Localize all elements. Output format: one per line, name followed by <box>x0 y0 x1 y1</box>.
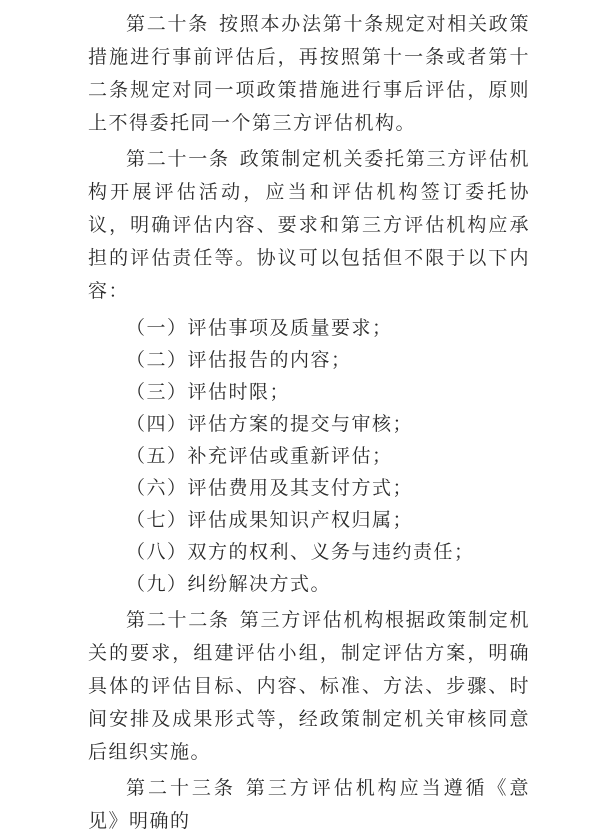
article-23-paragraph <box>88 772 530 838</box>
list-item: （九）纠纷解决方式。 <box>126 573 332 595</box>
article-23-number: 第二十三条 <box>126 777 236 799</box>
list-item: （一）评估事项及质量要求； <box>126 317 393 339</box>
article-21-number: 第二十一条 <box>126 148 230 170</box>
list-item: （二）评估报告的内容； <box>126 349 352 371</box>
article-20-number: 第二十条 <box>126 13 209 35</box>
article-22-number: 第二十二条 <box>126 609 230 631</box>
article-21-body: 政策制定机关委托第三方评估机构开展评估活动，应当和评估机构签订委托协议，明确评估内容、要求和第三方评估机构应承担的评估责任等。协议可以包括但不限于以下内容： <box>88 148 530 302</box>
list-item: （六）评估费用及其支付方式； <box>126 477 414 499</box>
list-item: （四）评估方案的提交与审核； <box>126 413 414 435</box>
article-22-paragraph <box>88 604 530 769</box>
article-23-body: 第三方评估机构应当遵循《意见》明确的 <box>88 777 530 832</box>
article-22-body: 第三方评估机构根据政策制定机关的要求，组建评估小组，制定评估方案，明确具体的评估目标、内容、标准、方法、步骤、时间安排及成果形式等，经政策制定机关审核同意后组织实施。 <box>88 609 530 763</box>
article-21-paragraph <box>88 143 530 308</box>
list-item: （三）评估时限； <box>126 381 291 403</box>
list-item: （八）双方的权利、义务与违约责任； <box>126 541 475 563</box>
article-21-item-list <box>88 312 530 600</box>
article-20-paragraph <box>88 8 530 140</box>
article-20-body: 按照本办法第十条规定对相关政策措施进行事前评估后，再按照第十一条或者第十二条规定对同一项政策措施进行事后评估，原则上不得委托同一个第三方评估机构。 <box>88 13 530 134</box>
list-item: （五）补充评估或重新评估； <box>126 445 393 467</box>
list-item: （七）评估成果知识产权归属； <box>126 509 414 531</box>
